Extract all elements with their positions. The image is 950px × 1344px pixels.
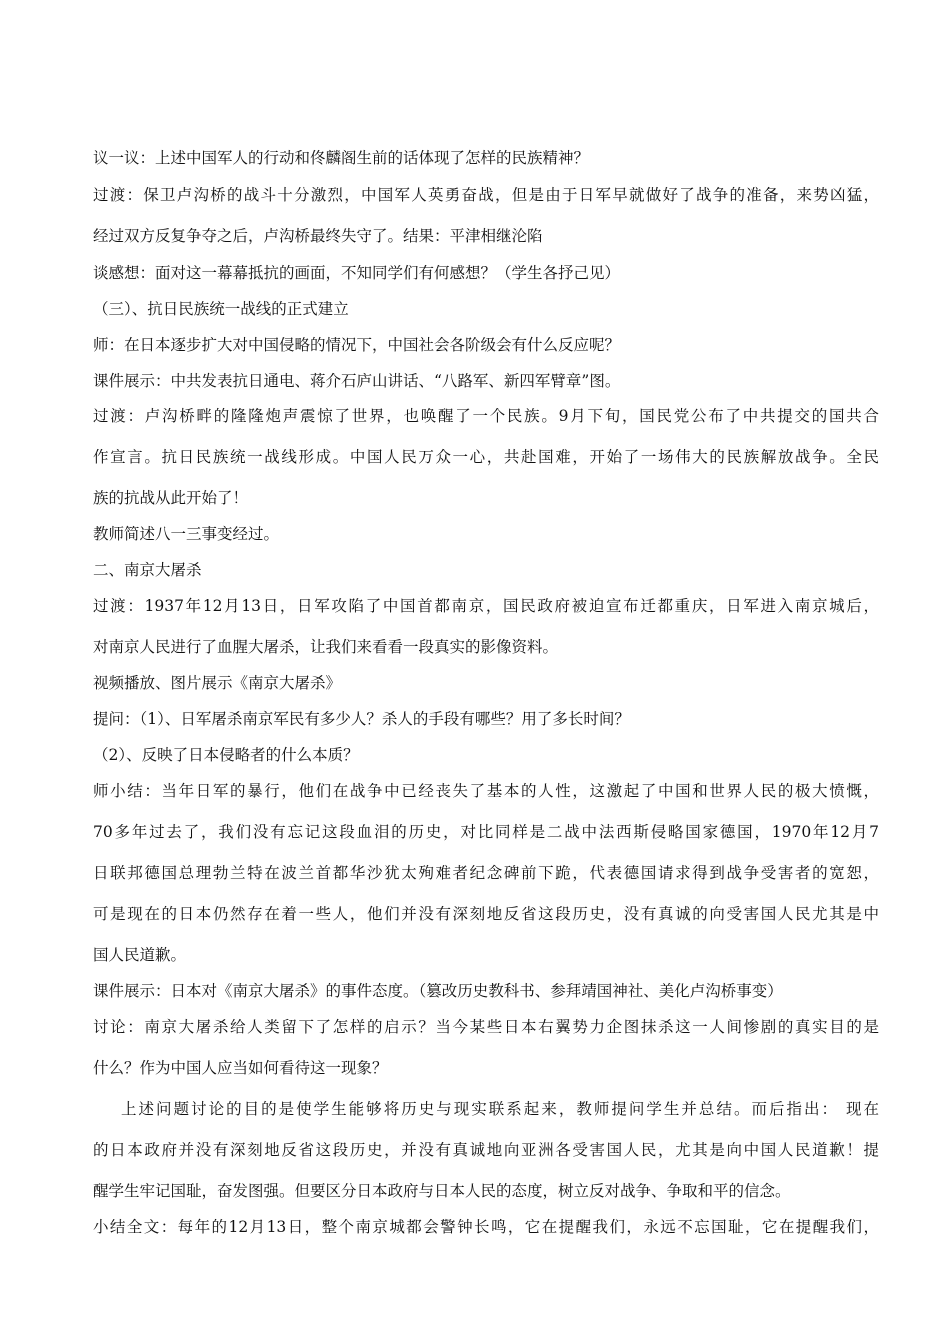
paragraph-line-discussion: 讨论：南京大屠杀给人类留下了怎样的启示？当今某些日本右翼势力企图抹杀这一人间惨剧的真实目的是 xyxy=(93,1018,879,1036)
paragraph-line-question-2: （2）、反映了日本侵略者的什么本质？ xyxy=(93,746,359,764)
paragraph-line: 对南京人民进行了血腥大屠杀，让我们来看看一段真实的影像资料。 xyxy=(93,638,559,656)
paragraph-line-courseware: 课件展示：日本对《南京大屠杀》的事件态度。（篡改历史教科书、参拜靖国神社、美化卢沟桥事变） xyxy=(93,982,783,1000)
section-heading-3: （三）、抗日民族统一战线的正式建立 xyxy=(93,300,349,318)
paragraph-line-indented: 上述问题讨论的目的是使学生能够将历史与现实联系起来，教师提问学生并总结。而后指出： 现在 xyxy=(121,1100,879,1118)
paragraph-line: 70多年过去了，我们没有忘记这段血泪的历史，对比同样是二战中法西斯侵略国家德国，1970年12月7 xyxy=(93,823,879,841)
paragraph-line-summary: 师小结：当年日军的暴行，他们在战争中已经丧失了基本的人性，这激起了中国和世界人民的极大愤慨， xyxy=(93,782,879,800)
paragraph-line-conclusion: 小结全文：每年的12月13日，整个南京城都会警钟长鸣，它在提醒我们，永远不忘国耻，它在提醒我们， xyxy=(93,1218,879,1236)
paragraph-line: 作宣言。抗日民族统一战线形成。中国人民万众一心，共赴国难，开始了一场伟大的民族解放战争。全民 xyxy=(93,448,879,466)
paragraph-line-teacher: 师：在日本逐步扩大对中国侵略的情况下，中国社会各阶级会有什么反应呢？ xyxy=(93,336,621,354)
paragraph-line: 教师简述八一三事变经过。 xyxy=(93,525,280,543)
section-heading-nanjing: 二、南京大屠杀 xyxy=(93,561,202,579)
paragraph-line: 国人民道歉。 xyxy=(93,946,187,964)
paragraph-line: 什么？作为中国人应当如何看待这一现象？ xyxy=(93,1059,388,1077)
paragraph-line: 可是现在的日本仍然存在着一些人，他们并没有深刻地反省这段历史，没有真诚的向受害国人民尤其是中 xyxy=(93,905,879,923)
paragraph-line-transition: 过渡：卢沟桥畔的隆隆炮声震惊了世界，也唤醒了一个民族。9月下旬，国民党公布了中共提交的国共合 xyxy=(93,407,879,425)
paragraph-line: 族的抗战从此开始了！ xyxy=(93,489,249,507)
paragraph-line: 醒学生牢记国耻，奋发图强。但要区分日本政府与日本人民的态度，树立反对战争、争取和平的信念。 xyxy=(93,1182,791,1200)
paragraph-line: 经过双方反复争夺之后，卢沟桥最终失守了。结果：平津相继沦陷 xyxy=(93,227,543,245)
paragraph-line-discussion: 议一议：上述中国军人的行动和佟麟阁生前的话体现了怎样的民族精神？ xyxy=(93,149,590,167)
paragraph-line-transition: 过渡：1937年12月13日，日军攻陷了中国首都南京，国民政府被迫宣布迁都重庆，日军进入南京城后， xyxy=(93,597,879,615)
paragraph-line: 的日本政府并没有深刻地反省这段历史，并没有真诚地向亚洲各受害国人民，尤其是向中国人民道歉！提 xyxy=(93,1141,879,1159)
paragraph-line-courseware: 课件展示：中共发表抗日通电、蒋介石庐山讲话、“八路军、新四军臂章”图。 xyxy=(93,372,621,390)
paragraph-line-video: 视频播放、图片展示《南京大屠杀》 xyxy=(93,674,342,692)
paragraph-line-transition: 过渡：保卫卢沟桥的战斗十分激烈，中国军人英勇奋战，但是由于日军早就做好了战争的准备，来势凶猛， xyxy=(93,186,879,204)
paragraph-line-feelings: 谈感想：面对这一幕幕抵抗的画面，不知同学们有何感想？（学生各抒己见） xyxy=(93,264,621,282)
paragraph-line-question: 提问：（1）、日军屠杀南京军民有多少人？杀人的手段有哪些？用了多长时间？ xyxy=(93,710,630,728)
paragraph-line: 日联邦德国总理勃兰特在波兰首都华沙犹太殉难者纪念碑前下跪，代表德国请求得到战争受害者的宽恕， xyxy=(93,864,879,882)
